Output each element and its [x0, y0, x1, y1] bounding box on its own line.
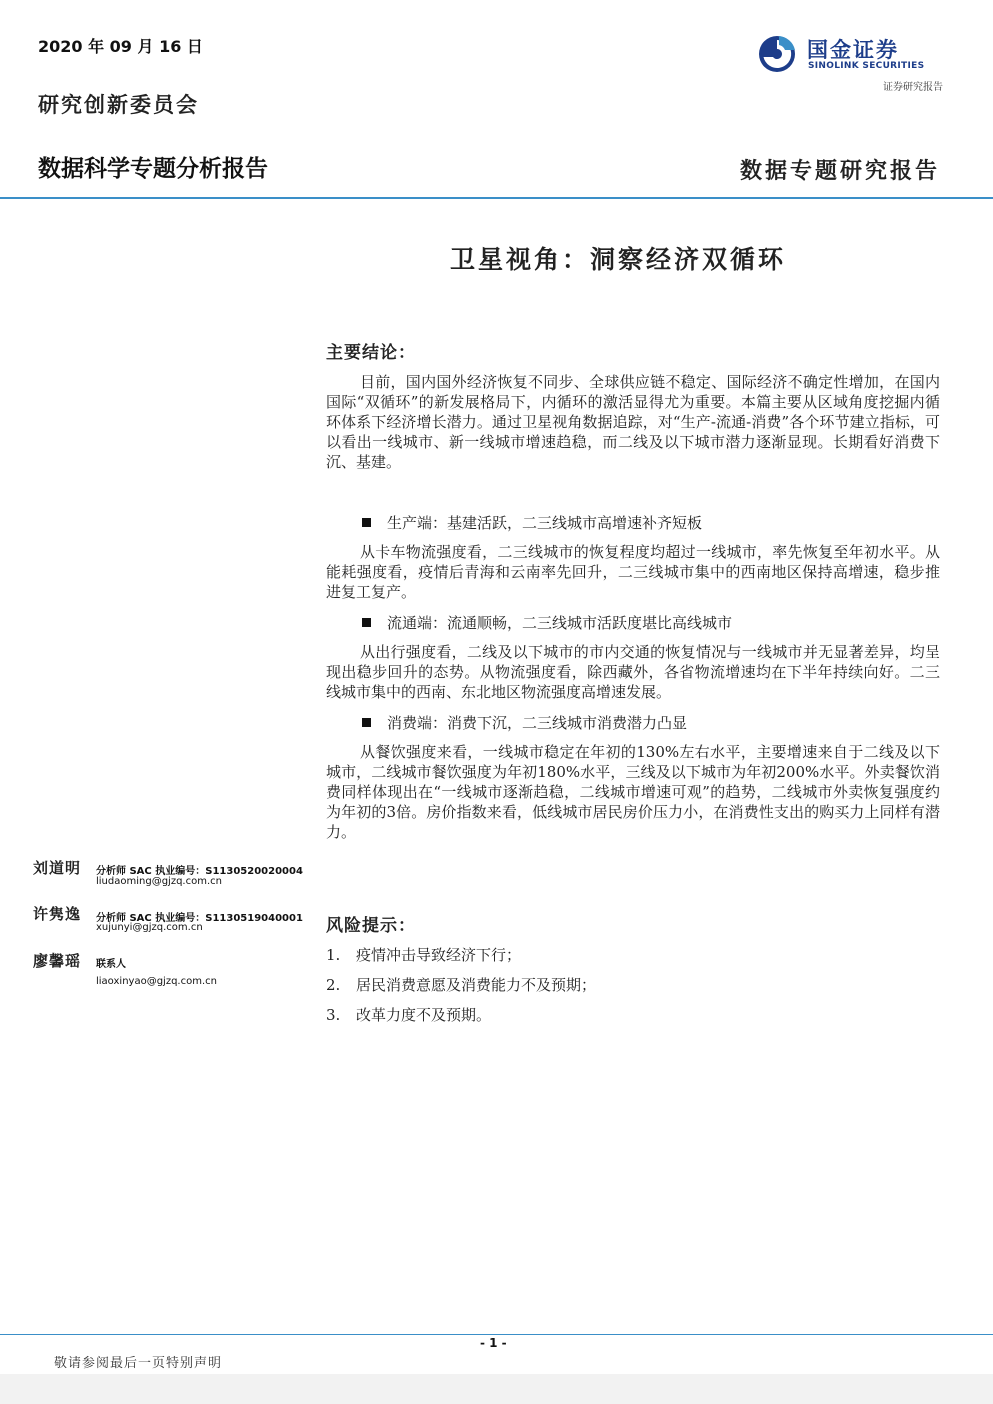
risk-item	[326, 974, 596, 995]
conclusion-heading: 主要结论：	[326, 343, 416, 363]
point-circulation-title	[362, 612, 732, 633]
point-production-title	[362, 512, 702, 533]
risk-heading: 风险提示：	[326, 916, 416, 936]
report-main-title: 卫星视角：洞察经济双循环	[450, 245, 787, 274]
risk-item-text: 居民消费意愿及消费能力不及预期；	[356, 976, 597, 994]
conclusion-intro: 目前，国内国外经济恢复不同步、全球供应链不稳定、国际经济不确定性增加，在国内国际“双循环”的新发展格局下，内循环的激活显得尤为重要。本篇主要从区域角度挖掘内循环体系下经济增长潜力。通过卫星视角数据追踪，对“生产-流通-消费”各个环节建立指标，可以看出一线城市、新一线城市增速趋稳，而二线及以下城市潜力逐渐显现。长期看好消费下沉、基建。	[326, 373, 940, 471]
point-circulation-body: 从出行强度看，二线及以下城市的市内交通的恢复情况与一线城市并无显著差异，均呈现出稳步回升的态势。从物流强度看，除西藏外，各省物流增速均在下半年持续向好。二三线城市集中的西南、东北地区物流强度高增速发展。	[326, 643, 940, 701]
analyst-email[interactable]: liudaoming@gjzq.com.cn	[96, 876, 222, 887]
report-series-title: 数据科学专题分析报告	[38, 156, 268, 182]
risk-item	[326, 944, 521, 965]
point-consumption-body: 从餐饮强度来看，一线城市稳定在年初的130%左右水平，主要增速来自于二线及以下城市，二线城市餐饮强度为年初180%水平，三线及以下城市为年初200%水平。外卖餐饮消费同样体现出在“一线城市逐渐趋稳，二线城市增速可观”的趋势，二线城市外卖恢复强度约为年初的3倍。房价指数来看，低线城市居民房价压力小，在消费性支出的购买力上同样有潜力。	[326, 743, 940, 841]
point-title-text: 消费端：消费下沉，二三线城市消费潜力凸显	[387, 714, 688, 732]
risk-item-text: 疫情冲击导致经济下行；	[356, 946, 522, 964]
analyst-role: 联系人	[96, 959, 126, 970]
company-logo	[757, 32, 943, 76]
footer-disclaimer-note: 敬请参阅最后一页特别声明	[54, 1356, 223, 1371]
point-production-body: 从卡车物流强度看，二三线城市的恢复程度均超过一线城市，率先恢复至年初水平。从能耗强度看，疫情后青海和云南率先回升，二三线城市集中的西南地区保持高增速，稳步推进复工复产。	[326, 543, 940, 601]
bullet-square-icon	[362, 618, 371, 627]
bullet-square-icon	[362, 518, 371, 527]
footer-divider	[0, 1334, 993, 1335]
risk-item-number: 3.	[326, 1006, 341, 1024]
risk-item-number: 2.	[326, 976, 341, 994]
header-divider	[0, 197, 993, 199]
point-consumption-title	[362, 712, 687, 733]
report-type-label: 数据专题研究报告	[739, 158, 940, 184]
analyst-name: 许隽逸	[33, 905, 82, 923]
analyst-email[interactable]: liaoxinyao@gjzq.com.cn	[96, 976, 217, 987]
analyst-email[interactable]: xujunyi@gjzq.com.cn	[96, 922, 203, 933]
risk-item	[326, 1004, 491, 1025]
logo-mark-icon	[757, 34, 797, 74]
analyst-name: 廖馨瑶	[33, 952, 82, 970]
bullet-square-icon	[362, 718, 371, 727]
point-title-text: 流通端：流通顺畅，二三线城市活跃度堪比高线城市	[387, 614, 733, 632]
risk-item-text: 改革力度不及预期。	[356, 1006, 492, 1024]
logo-english-name: SINOLINK SECURITIES	[808, 61, 925, 71]
analyst-role: 分析师 SAC 执业编号：S1130520020004	[96, 866, 303, 877]
logo-chinese-name: 国金证券	[807, 38, 899, 62]
point-title-text: 生产端：基建活跃，二三线城市高增速补齐短板	[387, 514, 703, 532]
risk-item-number: 1.	[326, 946, 341, 964]
page-number: - 1 -	[480, 1336, 507, 1350]
logo-subtitle: 证券研究报告	[883, 82, 943, 93]
analyst-role: 分析师 SAC 执业编号：S1130519040001	[96, 913, 303, 924]
committee-name: 研究创新委员会	[38, 92, 199, 117]
report-date: 2020 年 09 月 16 日	[38, 37, 203, 56]
footer-strip	[0, 1374, 993, 1404]
analyst-name: 刘道明	[33, 859, 82, 877]
